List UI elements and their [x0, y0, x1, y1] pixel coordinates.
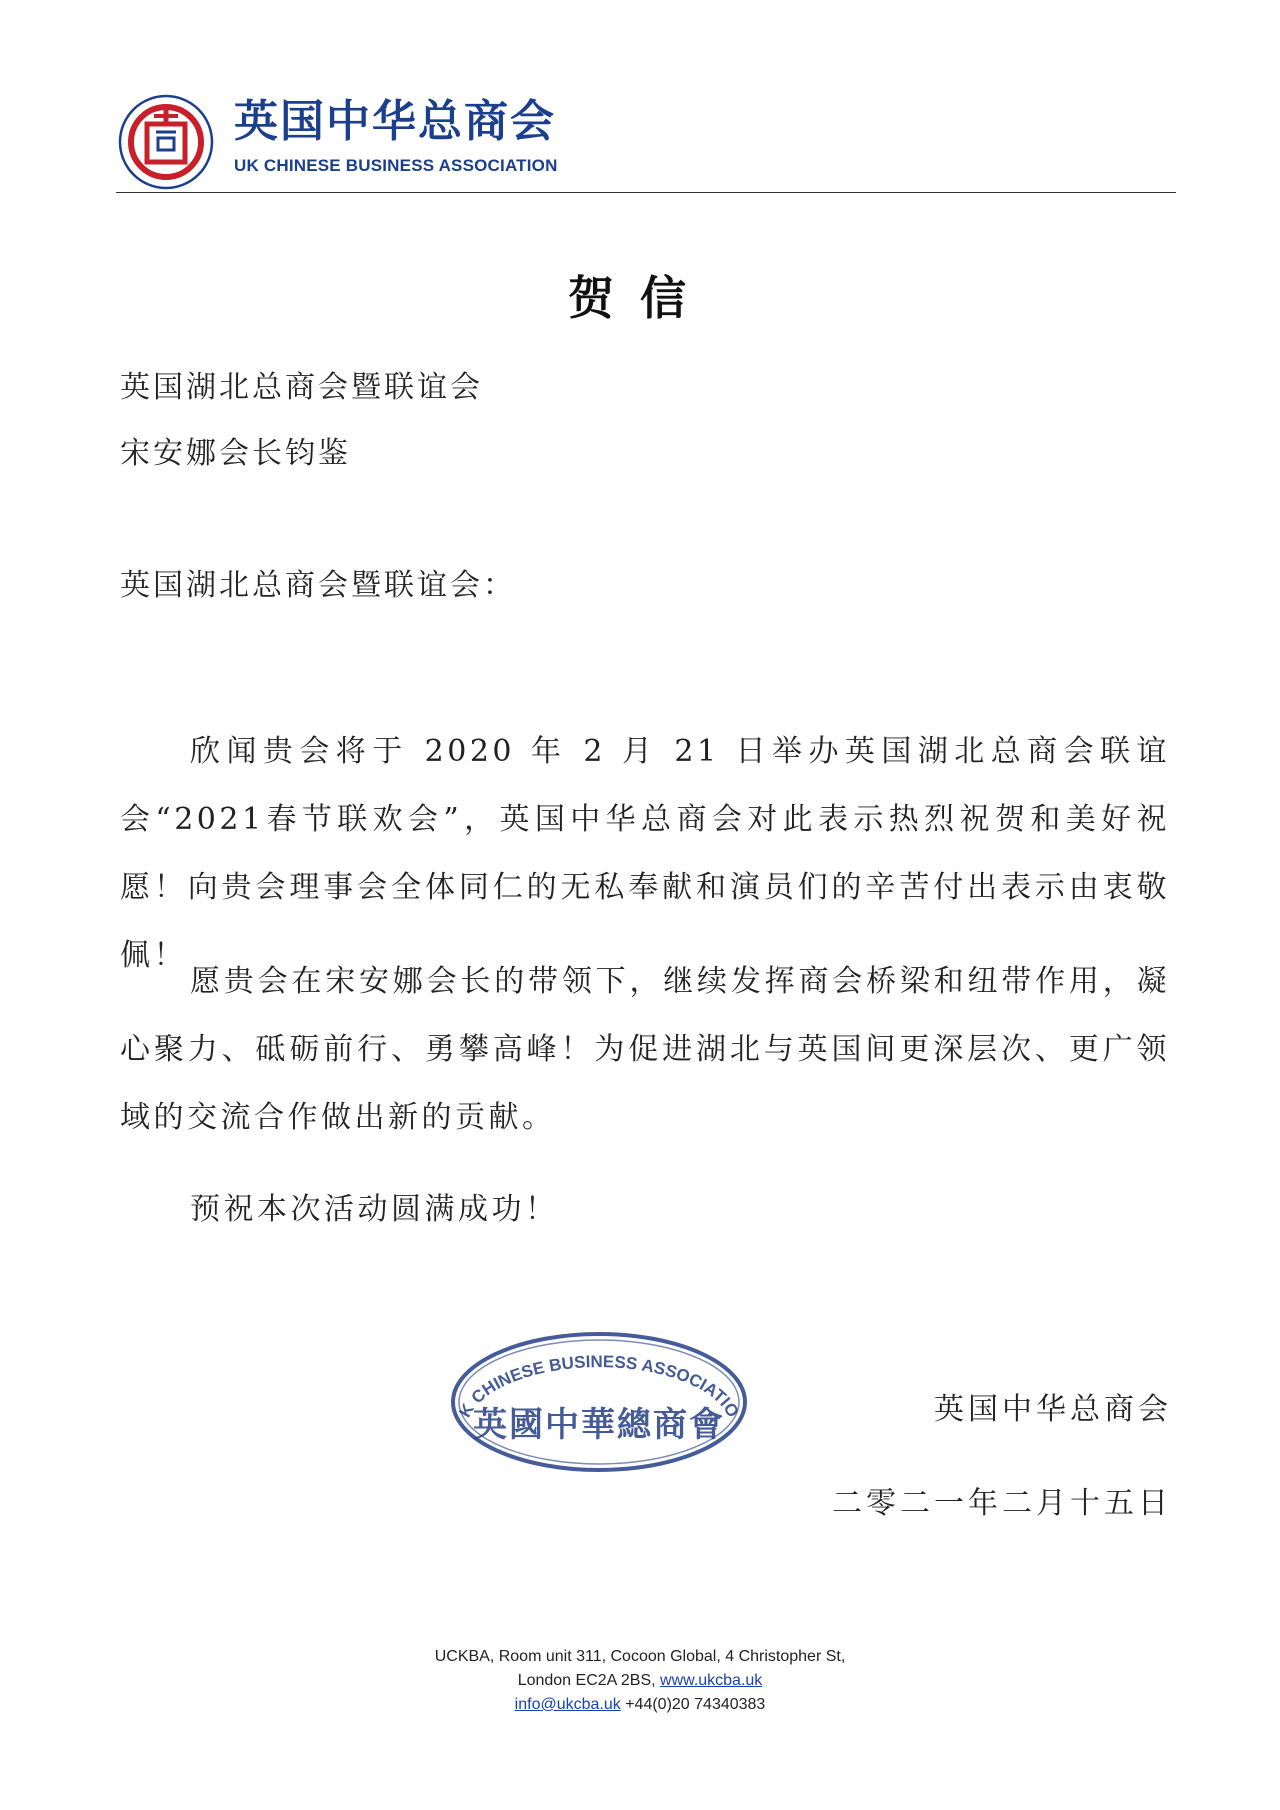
- signature-org: 英国中华总商会: [934, 1392, 1172, 1427]
- signature-date: 二零二一年二月十五日: [832, 1486, 1172, 1521]
- footer-contact: [0, 1693, 1280, 1717]
- body-paragraph-3: 预祝本次活动圆满成功！: [190, 1192, 559, 1227]
- footer: [0, 1645, 1280, 1717]
- official-stamp: [448, 1328, 750, 1476]
- footer-address-line-2: [0, 1669, 1280, 1693]
- logo-emblem: [116, 92, 216, 192]
- website-link[interactable]: www.ukcba.uk: [660, 1672, 763, 1689]
- footer-address-line-1: UCKBA, Room unit 311, Cocoon Global, 4 Christopher St,: [434, 1648, 846, 1665]
- salutation: 英国湖北总商会暨联谊会：: [120, 568, 516, 603]
- email-link[interactable]: info@ukcba.uk: [514, 1696, 621, 1713]
- body-paragraph-2: 愿贵会在宋安娜会长的带领下，继续发挥商会桥梁和纽带作用，凝心聚力、砥砺前行、勇攀高峰！为促进湖北与英国间更深层次、更广领域的交流合作做出新的贡献。: [120, 964, 1170, 1135]
- org-name-cn: 英国中华总商会: [234, 96, 556, 147]
- footer-city: London EC2A 2BS,: [517, 1672, 656, 1689]
- phone-number: +44(0)20 74340383: [625, 1696, 766, 1713]
- recipient-line-1: 英国湖北总商会暨联谊会: [120, 370, 483, 405]
- body-paragraph-1: 欣闻贵会将于 2020 年 2 月 21 日举办英国湖北总商会联谊会“2021春节联欢会”，英国中华总商会对此表示热烈祝贺和美好祝愿！向贵会理事会全体同仁的无私奉献和演员们的辛苦付出表示由衷敬佩！: [120, 734, 1170, 973]
- recipient-line-2: 宋安娜会长钧鉴: [120, 436, 351, 471]
- svg-text:UK CHINESE BUSINESS ASSOCIATIO: K CHINESE BUSINESS ASSOCIATIO: [455, 1352, 743, 1421]
- svg-text:英國中華總商會: 英國中華總商會: [473, 1405, 725, 1445]
- letter-title: 贺信: [568, 271, 712, 325]
- org-name-en: UK CHINESE BUSINESS ASSOCIATION: [234, 156, 558, 175]
- header-divider: [116, 192, 1176, 193]
